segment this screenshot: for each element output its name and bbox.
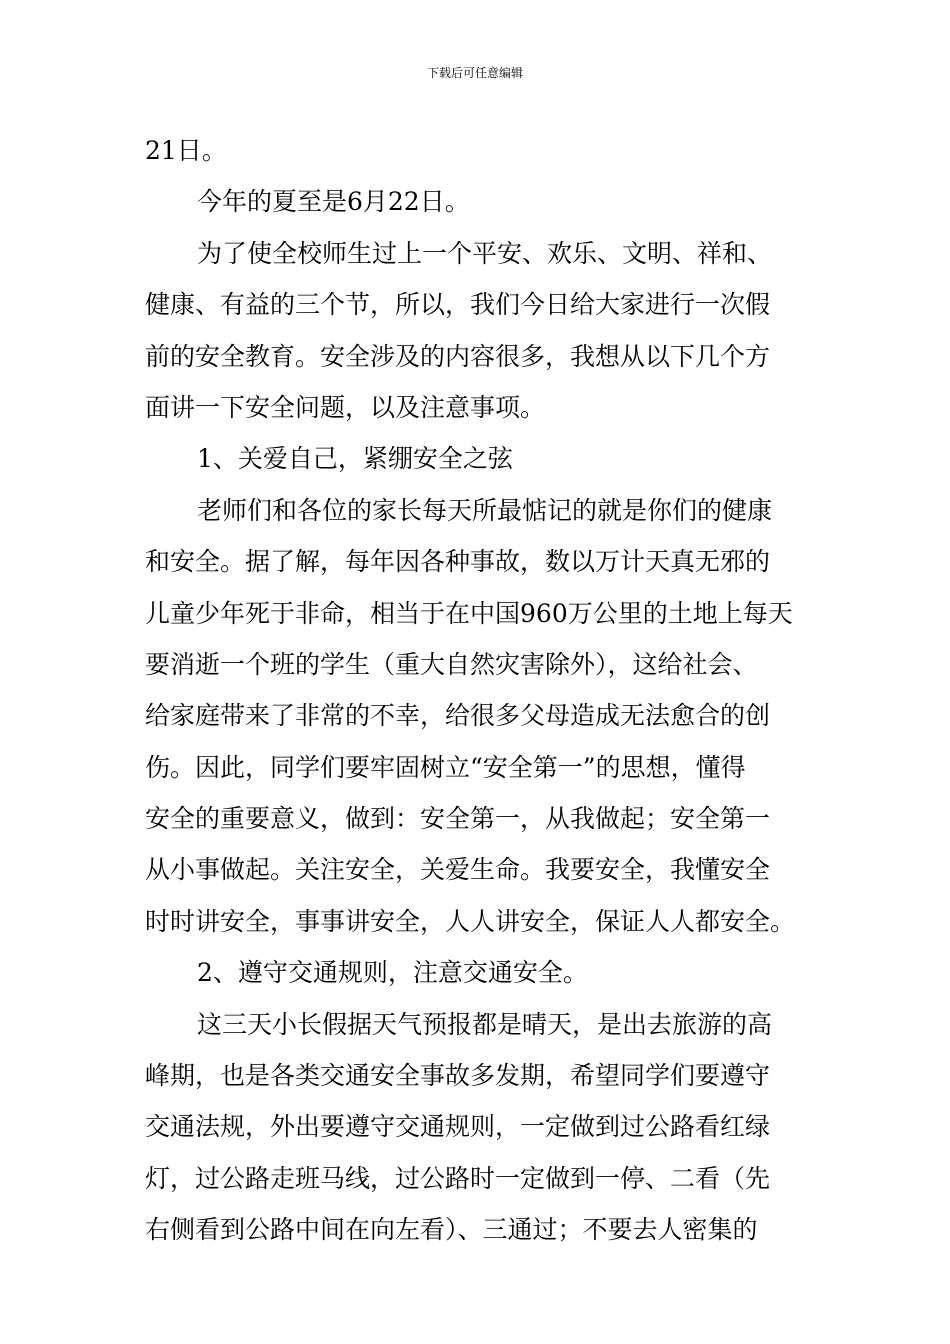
text-line: 和安全。据了解，每年因各种事故，数以万计天真无邪的 [145, 547, 771, 577]
text-line: 儿童少年死于非命，相当于在中国960万公里的土地上每天 [145, 598, 793, 628]
text-line: 要消逝一个班的学生（重大自然灾害除外），这给社会、 [145, 649, 758, 679]
text-line: 老师们和各位的家长每天所最惦记的就是你们的健康 [197, 495, 773, 525]
text-line: 今年的夏至是6月22日。 [197, 187, 470, 217]
text-line: 时时讲安全，事事讲安全，人人讲安全，保证人人都安全。 [145, 906, 796, 936]
text-line: 2、遵守交通规则，注意交通安全。 [197, 958, 588, 988]
text-line: 为了使全校师生过上一个平安、欢乐、文明、祥和、 [197, 238, 773, 268]
text-line: 灯，过公路走班马线，过公路时一定做到一停、二看（先 [145, 1163, 771, 1193]
text-line: 这三天小长假据天气预报都是晴天，是出去旅游的高 [197, 1009, 773, 1039]
text-line: 伤。因此，同学们要牢固树立“安全第一”的思想，懂得 [145, 752, 746, 782]
text-line: 前的安全教育。安全涉及的内容很多，我想从以下几个方 [145, 341, 771, 371]
text-line: 健康、有益的三个节，所以，我们今日给大家进行一次假 [145, 290, 771, 320]
text-line: 1、关爱自己，紧绷安全之弦 [197, 444, 513, 474]
text-line: 21日。 [145, 136, 227, 165]
text-line: 面讲一下安全问题，以及注意事项。 [145, 392, 546, 422]
text-line: 安全的重要意义，做到：安全第一，从我做起；安全第一 [145, 804, 771, 834]
text-line: 交通法规，外出要遵守交通规则，一定做到过公路看红绿 [145, 1112, 771, 1142]
text-line: 给家庭带来了非常的不幸，给很多父母造成无法愈合的创 [145, 701, 771, 731]
document-body [145, 125, 825, 1256]
page-header: 下载后可任意编辑 [426, 66, 523, 80]
text-line: 峰期，也是各类交通安全事故多发期，希望同学们要遵守 [145, 1061, 771, 1091]
text-line: 从小事做起。关注安全，关爱生命。我要安全，我懂安全 [145, 855, 771, 885]
text-line: 右侧看到公路中间在向左看）、三通过；不要去人密集的 [145, 1215, 758, 1245]
